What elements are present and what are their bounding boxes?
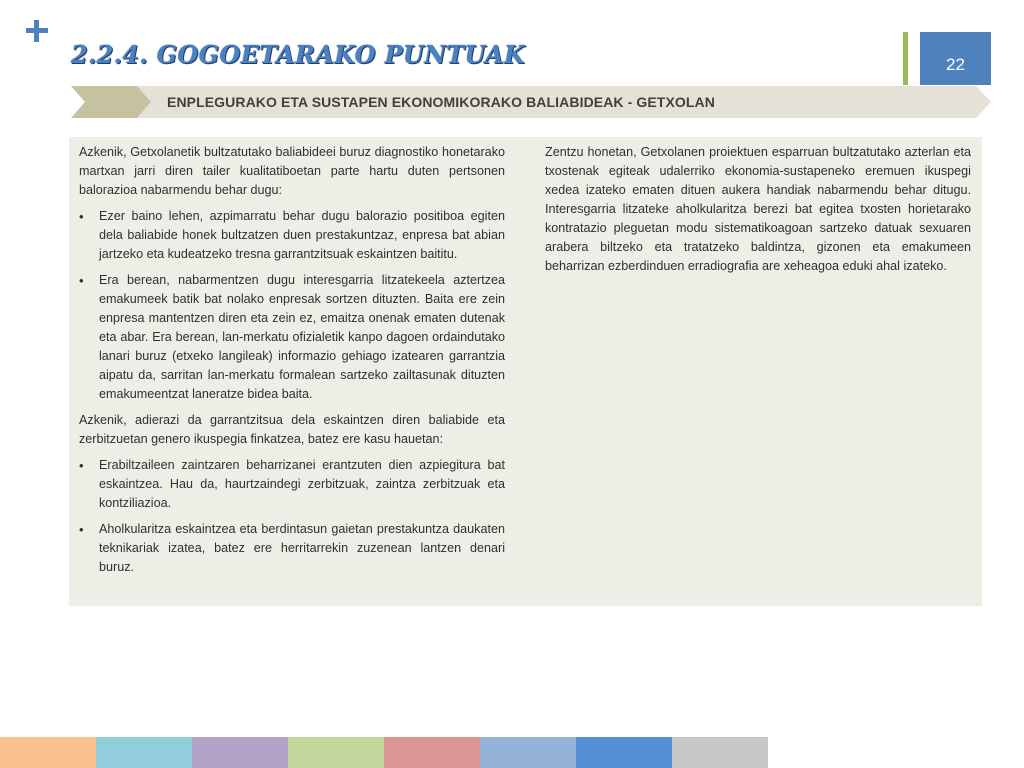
bullet-list-gender-perspective [79, 456, 505, 577]
footer-stripe [384, 737, 480, 768]
list-item: • Ezer baino lehen, azpimarratu behar dugu balorazio positiboa egiten dela baliabide honek bultzatzen duen prestakuntzaz, enpresa bat abian jartzeko eta kudeatzeko tresna garrantzitsuak eskaintzen baititu. [79, 207, 505, 264]
footer-stripe [576, 737, 672, 768]
list-item: • Aholkularitza eskaintzea eta berdintasun gaietan prestakuntza daukaten teknikariak izatea, batez ere herritarrekin zuzenean lantzen denari buruz. [79, 520, 505, 577]
slide-title: 2.2.4. GOGOETARAKO PUNTUAK [71, 40, 526, 69]
page-number [920, 32, 991, 85]
plus-icon [26, 20, 48, 42]
footer-stripe [0, 737, 96, 768]
right-column [545, 143, 971, 283]
section-banner [71, 86, 991, 118]
footer-stripe [96, 737, 192, 768]
banner-title: ENPLEGURAKO ETA SUSTAPEN EKONOMIKORAKO BALIABIDEAK - GETXOLAN [167, 94, 715, 110]
footer-stripe [288, 737, 384, 768]
left-column [79, 143, 505, 584]
title-accent-bar [903, 32, 908, 85]
footer-stripe [192, 737, 288, 768]
list-item: • Erabiltzaileen zaintzaren beharrizanei erantzuten dien azpiegitura bat eskaintzea. Hau da, haurtzaindegi zerbitzuak, zaintza zerbitzuak eta kontziliazioa. [79, 456, 505, 513]
page-number-label: 22 [946, 54, 965, 74]
footer-stripe [480, 737, 576, 768]
intro-paragraph: Azkenik, Getxolanetik bultzatutako baliabideei buruz diagnostiko honetarako martxan jarri diren tailer kualitatiboetan parte hartu duten pertsonen balorazioa nabarmendu behar dugu: [79, 145, 505, 197]
content-panel [69, 137, 982, 606]
middle-paragraph: Azkenik, adierazi da garrantzitsua dela eskaintzen diren baliabide eta zerbitzuetan genero ikuspegia finkatzea, batez ere kasu hauetan: [79, 413, 505, 446]
footer-stripe [672, 737, 768, 768]
right-paragraph: Zentzu honetan, Getxolanen proiektuen esparruan bultzatutako azterlan eta txostenak egiteak udalerriko ekonomia-sustapeneko eremuen ikuspegi xedea izateko ematen dituen aukera handiak nabarmendu behar ditugu. Interesgarria litzateke aholkularitza berezi bat egitea txosten horietarako kontratazio pleguetan modu sistematikoagoan sartzeko datuak sexuaren arabera biltzeko eta tratatzeko baldintza, gizonen eta emakumeen beharrizan ezberdinduen erradiografia are xeheagoa eduki ahal izateko. [545, 145, 971, 273]
bullet-list-assessment [79, 207, 505, 404]
list-item: • Era berean, nabarmentzen dugu interesgarria litzatekeela aztertzea emakumeek batik bat nolako enpresak sortzen dituzten. Baita ere zein enpresa mantentzen diren eta zein ez, emaitza onenak ematen dutenak eta abar. Era berean, lan-merkatu ofizialetik kanpo dagoen ordaindutako lanari buruz (etxeko langileak) informazio gehiago izatearen garrantzia aipatu da, sarritan lan-merkatu formalean sartzeko zailtasunak dituzten emakumeentzat laneratze bidea baita. [79, 271, 505, 404]
banner-chevron-icon [71, 86, 151, 118]
footer-color-bar [0, 737, 768, 768]
